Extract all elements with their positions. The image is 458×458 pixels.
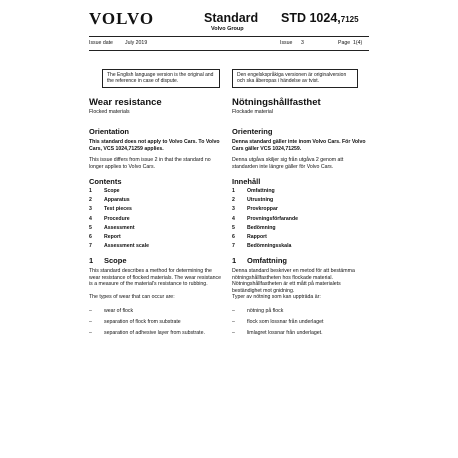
toc-number: 5 xyxy=(89,224,92,231)
page-subtitle-en: Flocked materials xyxy=(89,109,130,115)
scope-title-en: Scope xyxy=(104,256,127,265)
page-subtitle-sv: Flockade material xyxy=(232,109,273,115)
orientation-notice-en: This standard does not apply to Volvo Cars. To Volvo Cars, VCS 1024,71259 applies. xyxy=(89,139,220,152)
page-title-en: Wear resistance xyxy=(89,97,162,108)
toc-label: Test pieces xyxy=(104,206,132,213)
list-item xyxy=(232,308,323,319)
wear-types-list-sv xyxy=(232,308,323,341)
list-item-text: flock som lossnar från underlaget xyxy=(247,319,324,325)
standard-number-main: STD 1024, xyxy=(281,11,341,25)
meta-divider xyxy=(89,50,369,51)
toc-label: Apparatus xyxy=(104,197,130,204)
issue-date-label: Issue date xyxy=(89,40,113,46)
page-label: Page xyxy=(338,40,351,46)
english-notice-box: The English language version is the original and the reference in case of dispute. xyxy=(102,69,220,88)
toc-number: 1 xyxy=(232,188,235,194)
toc-item[interactable] xyxy=(232,216,298,225)
bullet-dash: – xyxy=(232,319,235,325)
list-item-text: limlagret lossnar från underlaget. xyxy=(247,330,323,336)
list-item xyxy=(232,330,323,341)
toc-label: Assessment scale xyxy=(104,243,149,250)
issue-date-value: July 2019 xyxy=(125,40,148,46)
header-divider xyxy=(89,36,369,37)
toc-item[interactable] xyxy=(232,206,298,215)
toc-label: Rapport xyxy=(247,233,267,240)
bullet-dash: – xyxy=(232,330,235,336)
bullet-dash: – xyxy=(89,319,92,325)
volvo-logo: VOLVO xyxy=(89,9,155,28)
list-item xyxy=(89,319,205,330)
standard-number-suffix: 7125 xyxy=(340,15,359,24)
list-item xyxy=(89,308,205,319)
toc-item[interactable] xyxy=(232,243,298,252)
toc-label: Omfattning xyxy=(247,188,275,194)
wear-types-intro-en: The types of wear that can occur are: xyxy=(89,294,175,300)
toc-number: 2 xyxy=(232,197,235,204)
scope-heading-en xyxy=(89,256,127,265)
standard-number xyxy=(281,11,359,25)
issue-label: Issue xyxy=(280,40,293,46)
scope-text-sv: Denna standard beskriver en metod för att bestämma nötningshållfastheten hos flockade material. Nötningshållfastheten är ett mått på materialets beständighet mot gnidning. xyxy=(232,268,355,294)
toc-item[interactable] xyxy=(89,197,149,206)
list-item xyxy=(89,330,205,341)
toc-number: 6 xyxy=(232,233,235,240)
contents-heading-sv: Innehåll xyxy=(232,177,261,186)
toc-item[interactable] xyxy=(89,188,149,197)
contents-list-sv xyxy=(232,188,298,252)
toc-item[interactable] xyxy=(232,197,298,206)
list-item-text: separation of adhesive layer from substrate. xyxy=(104,330,205,336)
bullet-dash: – xyxy=(89,308,92,314)
page-title-sv: Nötningshållfasthet xyxy=(232,97,321,108)
contents-heading-en: Contents xyxy=(89,177,122,186)
scope-text-en: This standard describes a method for determining the wear resistance of flocked materials. The wear resistance is a measure of the material's resistance to rubbing. xyxy=(89,268,221,288)
wear-types-intro-sv: Typer av nötning som kan uppträda är: xyxy=(232,294,321,300)
toc-number: 3 xyxy=(232,206,235,213)
toc-item[interactable] xyxy=(232,225,298,234)
scope-heading-sv xyxy=(232,256,287,265)
orientation-text-en: This issue differs from issue 2 in that the standard no longer applies to Volvo Cars. xyxy=(89,157,211,170)
toc-item[interactable] xyxy=(232,234,298,243)
toc-item[interactable] xyxy=(89,243,149,252)
toc-number: 4 xyxy=(89,215,92,222)
scope-title-sv: Omfattning xyxy=(247,256,287,265)
orientation-heading-en: Orientation xyxy=(89,127,130,136)
orientation-heading-sv: Orientering xyxy=(232,127,273,136)
toc-label: Provningsförfarande xyxy=(247,215,299,222)
scope-number-en: 1 xyxy=(89,256,94,265)
contents-list-en xyxy=(89,188,149,252)
toc-label: Report xyxy=(104,233,121,240)
toc-label: Provkroppar xyxy=(247,206,278,213)
bullet-dash: – xyxy=(232,308,235,314)
toc-label: Bedömning xyxy=(247,224,276,231)
list-item-text: nötning på flock xyxy=(247,308,284,314)
toc-label: Utrustning xyxy=(247,197,274,204)
orientation-notice-sv: Denna standard gäller inte inom Volvo Cars. För Volvo Cars gäller VCS 1024,71259. xyxy=(232,139,366,152)
toc-item[interactable] xyxy=(89,225,149,234)
organization-name: Volvo Group xyxy=(211,26,244,32)
list-item-text: wear of flock xyxy=(104,308,134,314)
toc-number: 7 xyxy=(232,243,235,250)
toc-item[interactable] xyxy=(89,206,149,215)
toc-label: Bedömningsskala xyxy=(247,243,292,250)
toc-item[interactable] xyxy=(89,234,149,243)
toc-item[interactable] xyxy=(89,216,149,225)
scope-number-sv: 1 xyxy=(232,256,237,265)
page-value: 1(4) xyxy=(353,40,363,46)
bullet-dash: – xyxy=(89,330,92,336)
wear-types-list-en xyxy=(89,308,205,341)
document-type: Standard xyxy=(204,11,259,25)
toc-item[interactable] xyxy=(232,188,298,197)
toc-label: Procedure xyxy=(104,215,130,222)
toc-number: 4 xyxy=(232,215,235,222)
orientation-text-sv: Denna utgåva skiljer sig från utgåva 2 genom att standarden inte längre gäller för Volvo Cars. xyxy=(232,157,344,170)
issue-value: 3 xyxy=(301,40,304,46)
list-item-text: separation of flock from substrate xyxy=(104,319,181,325)
toc-number: 3 xyxy=(89,206,92,213)
list-item xyxy=(232,319,323,330)
toc-number: 1 xyxy=(89,188,92,194)
toc-label: Scope xyxy=(104,188,120,194)
toc-number: 6 xyxy=(89,233,92,240)
toc-label: Assessment xyxy=(104,224,135,231)
toc-number: 7 xyxy=(89,243,92,250)
swedish-notice-box: Den engelskspråkiga versionen är originalversion och ska åberopas i händelse av tvist. xyxy=(232,69,358,88)
toc-number: 2 xyxy=(89,197,92,204)
toc-number: 5 xyxy=(232,224,235,231)
